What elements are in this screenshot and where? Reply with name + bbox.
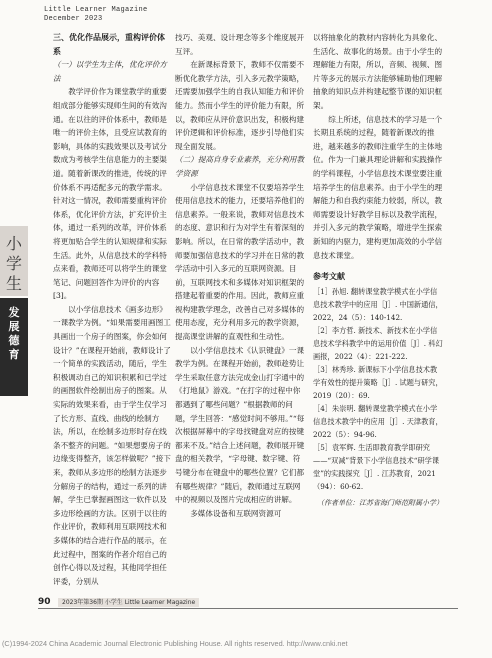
reference-item: ［2］李方哲. 新技术、新技术在小学信息技术学科教学中的运用价值［J］. 科幻画报，2022（4）：221-222. — [313, 326, 443, 362]
paragraph: 以将抽象化的教材内容转化为具象化、生活化、故事化的场景。由于小学生的理解能力有限，所以，音频、视频、图片等多元的展示方法能够辅助他们理解抽象的知识点并构建起整节课的知识框架。 — [313, 33, 443, 110]
paragraph: 以小学信息技术《认识键盘》一课教学为例。在课程开始前，教师趁势让学生采取任意方法完成金山打字通中的《打地鼠》游戏。“在打字的过程中你都遇到了哪些问题？”根据教师的问题，学生回答：“感觉时间不够用。”“每次根据屏幕中的字母找键盘对应的按键都来不及。”结合上述问题，教师展开键盘的相关教学，“字母键、数字键、符号键分布在键盘中的哪些位置？它们都有哪些规律？”随后，教师通过互联网中的视频以及图片完成相应的讲解。 — [175, 345, 305, 505]
paragraph: 多媒体设备和互联网资源可 — [190, 508, 282, 518]
footer-issue: 2023年第36期 小学生 Little Learner Magazine — [58, 598, 199, 607]
subsection-heading: （二）提高自身专业素养，充分利用教学资源 — [175, 155, 305, 178]
paragraph: 小学信息技术课堂不仅要培养学生使用信息技术的能力，还要培养他们的信息素养。一般来说，教师对信息技术的态度、意识和行为对学生有着深刻的影响。所以，在日常的教学活动中，教师要加强信息技术的学习并在日常的教学活动中引入多元的互联网资源。目前，互联网技术和多媒体对知识框架的搭建起着重要的作用。因此，教师应重视构建教学理念，改善自己对多媒体的使用态度，充分利用多元的教学资源，提高课堂讲解的直观性和生动性。 — [175, 182, 305, 342]
references — [313, 270, 443, 493]
footer-rule — [38, 608, 458, 609]
copyright-notice: (C)1994-2024 China Academic Journal Electronic Publishing House. All rights reserved. http://www.cnki.net — [2, 639, 348, 648]
paragraph: 在新课标背景下，教师不仅需要不断优化教学方法，引入多元教学策略，还需要加强学生的自我认知能力和评价能力。然而小学生的评价能力有限，所以，教师应从评价意识出发，积极构建评价逻辑和评价标准，逐步引导他们实现全面发展。 — [175, 60, 305, 151]
journal-header — [44, 6, 148, 24]
reference-item: ［1］孙旭. 翻转课堂教学模式在小学信息技术教学中的应用［J］. 中国新通信，2022，24（5）：140-142. — [313, 287, 443, 323]
side-tab-section: 发展德育 — [8, 306, 20, 361]
section-side-tab — [0, 226, 28, 396]
text-column-2 — [175, 31, 307, 520]
paragraph: 教学评价作为课堂教学的重要组成部分能够实现师生间的有效沟通。在以往的评价体系中，教师是唯一的评价主体，且受应试教育的影响，具体的实践效果以及考试分数成为考核学生信息能力的主要渠道。随着新课改的推进，传统的评价体系不再适配多元的教学需求。针对这一情况，教师需要重构评价体系，优化评价方法，扩充评价主体，通过一系列的改革，评价体系将更加贴合学生的认知规律和实际生活。此外，从信息技术的学科特点来看，教师还可以将学生的课堂笔记、问题回答作为评价的内容[3]。 — [53, 87, 167, 301]
text-column-1 — [53, 31, 171, 588]
reference-item: ［3］林秀珍. 新课标下小学信息技术教学有效性的提升策略［J］. 试题与研究，2019（20）：69. — [313, 365, 443, 401]
paragraph: 综上所述，信息技术的学习是一个长期且系统的过程，随着新课改的推进，越来越多的教师注重学生的主体地位。作为一门兼具理论讲解和实践操作的学科课程，小学信息技术课堂要注重培养学生的信息素养。由于小学生的理解能力和自我约束能力较弱，所以，教师需要设计好教学目标以及教学流程，并引入多元的教学策略，增进学生探索新知的内驱力，建构更加高效的小学信息技术课堂。 — [313, 114, 443, 260]
page-footer — [38, 597, 458, 609]
page-number: 90 — [38, 597, 51, 607]
reference-item: ［5］袁军辉. 生活即教育教学即研究——“双减”背景下小学信息技术“研学课堂”的实践探究［J］. 江苏教育，2021（94）：60-62. — [313, 443, 440, 492]
journal-name: Little Learner Magazine — [44, 6, 148, 14]
paragraph: 技巧、美观、设计理念等多个维度展开互评。 — [175, 33, 305, 56]
side-tab-magazine: 小学生 — [5, 234, 22, 293]
issue-date: December 2023 — [44, 15, 103, 23]
author-affiliation: （作者单位：江苏省海门师范附属小学） — [317, 499, 443, 508]
side-tab-upper — [0, 226, 28, 296]
paragraph: 以小学信息技术《画多边形》一课教学为例。“如果需要用画图工具画出一个房子的图案，你会如何设计？”在课程开始前，教师设计了一个简单的实践活动，随后，学生积极调动自己的知识积累和已学过的画图软件绘制出房子的图案。从实际的效果来看，由于学生仅学习了长方形、直线、曲线的绘制方法，所以，在绘制多边形时存在线条不整齐的问题。“如果想要房子的边缘变得整齐，该怎样做呢？”接下来，教师从多边形的绘制方法逐步分解房子的结构，通过一系列的讲解，学生已掌握画图这一软件以及多边形绘画的方法。区别于以往的作业评价，教师利用互联网技术和多媒体的结合进行作品的展示，在此过程中，图案的作者介绍自己的创作心得以及过程，其他同学担任评委，分别从 — [53, 304, 171, 586]
reference-item: ［4］朱崇明. 翻转课堂教学模式在小学信息技术教学中的应用［J］. 天津教育，2022（5）：94-96. — [313, 404, 443, 440]
references-heading: 参考文献 — [313, 272, 345, 282]
subsection-heading: （一）以学生为主体，优化评价方法 — [53, 60, 167, 83]
side-tab-lower — [0, 298, 28, 396]
section-heading: 三、优化作品展示，重构评价体系 — [53, 33, 165, 56]
text-column-3 — [313, 31, 443, 511]
